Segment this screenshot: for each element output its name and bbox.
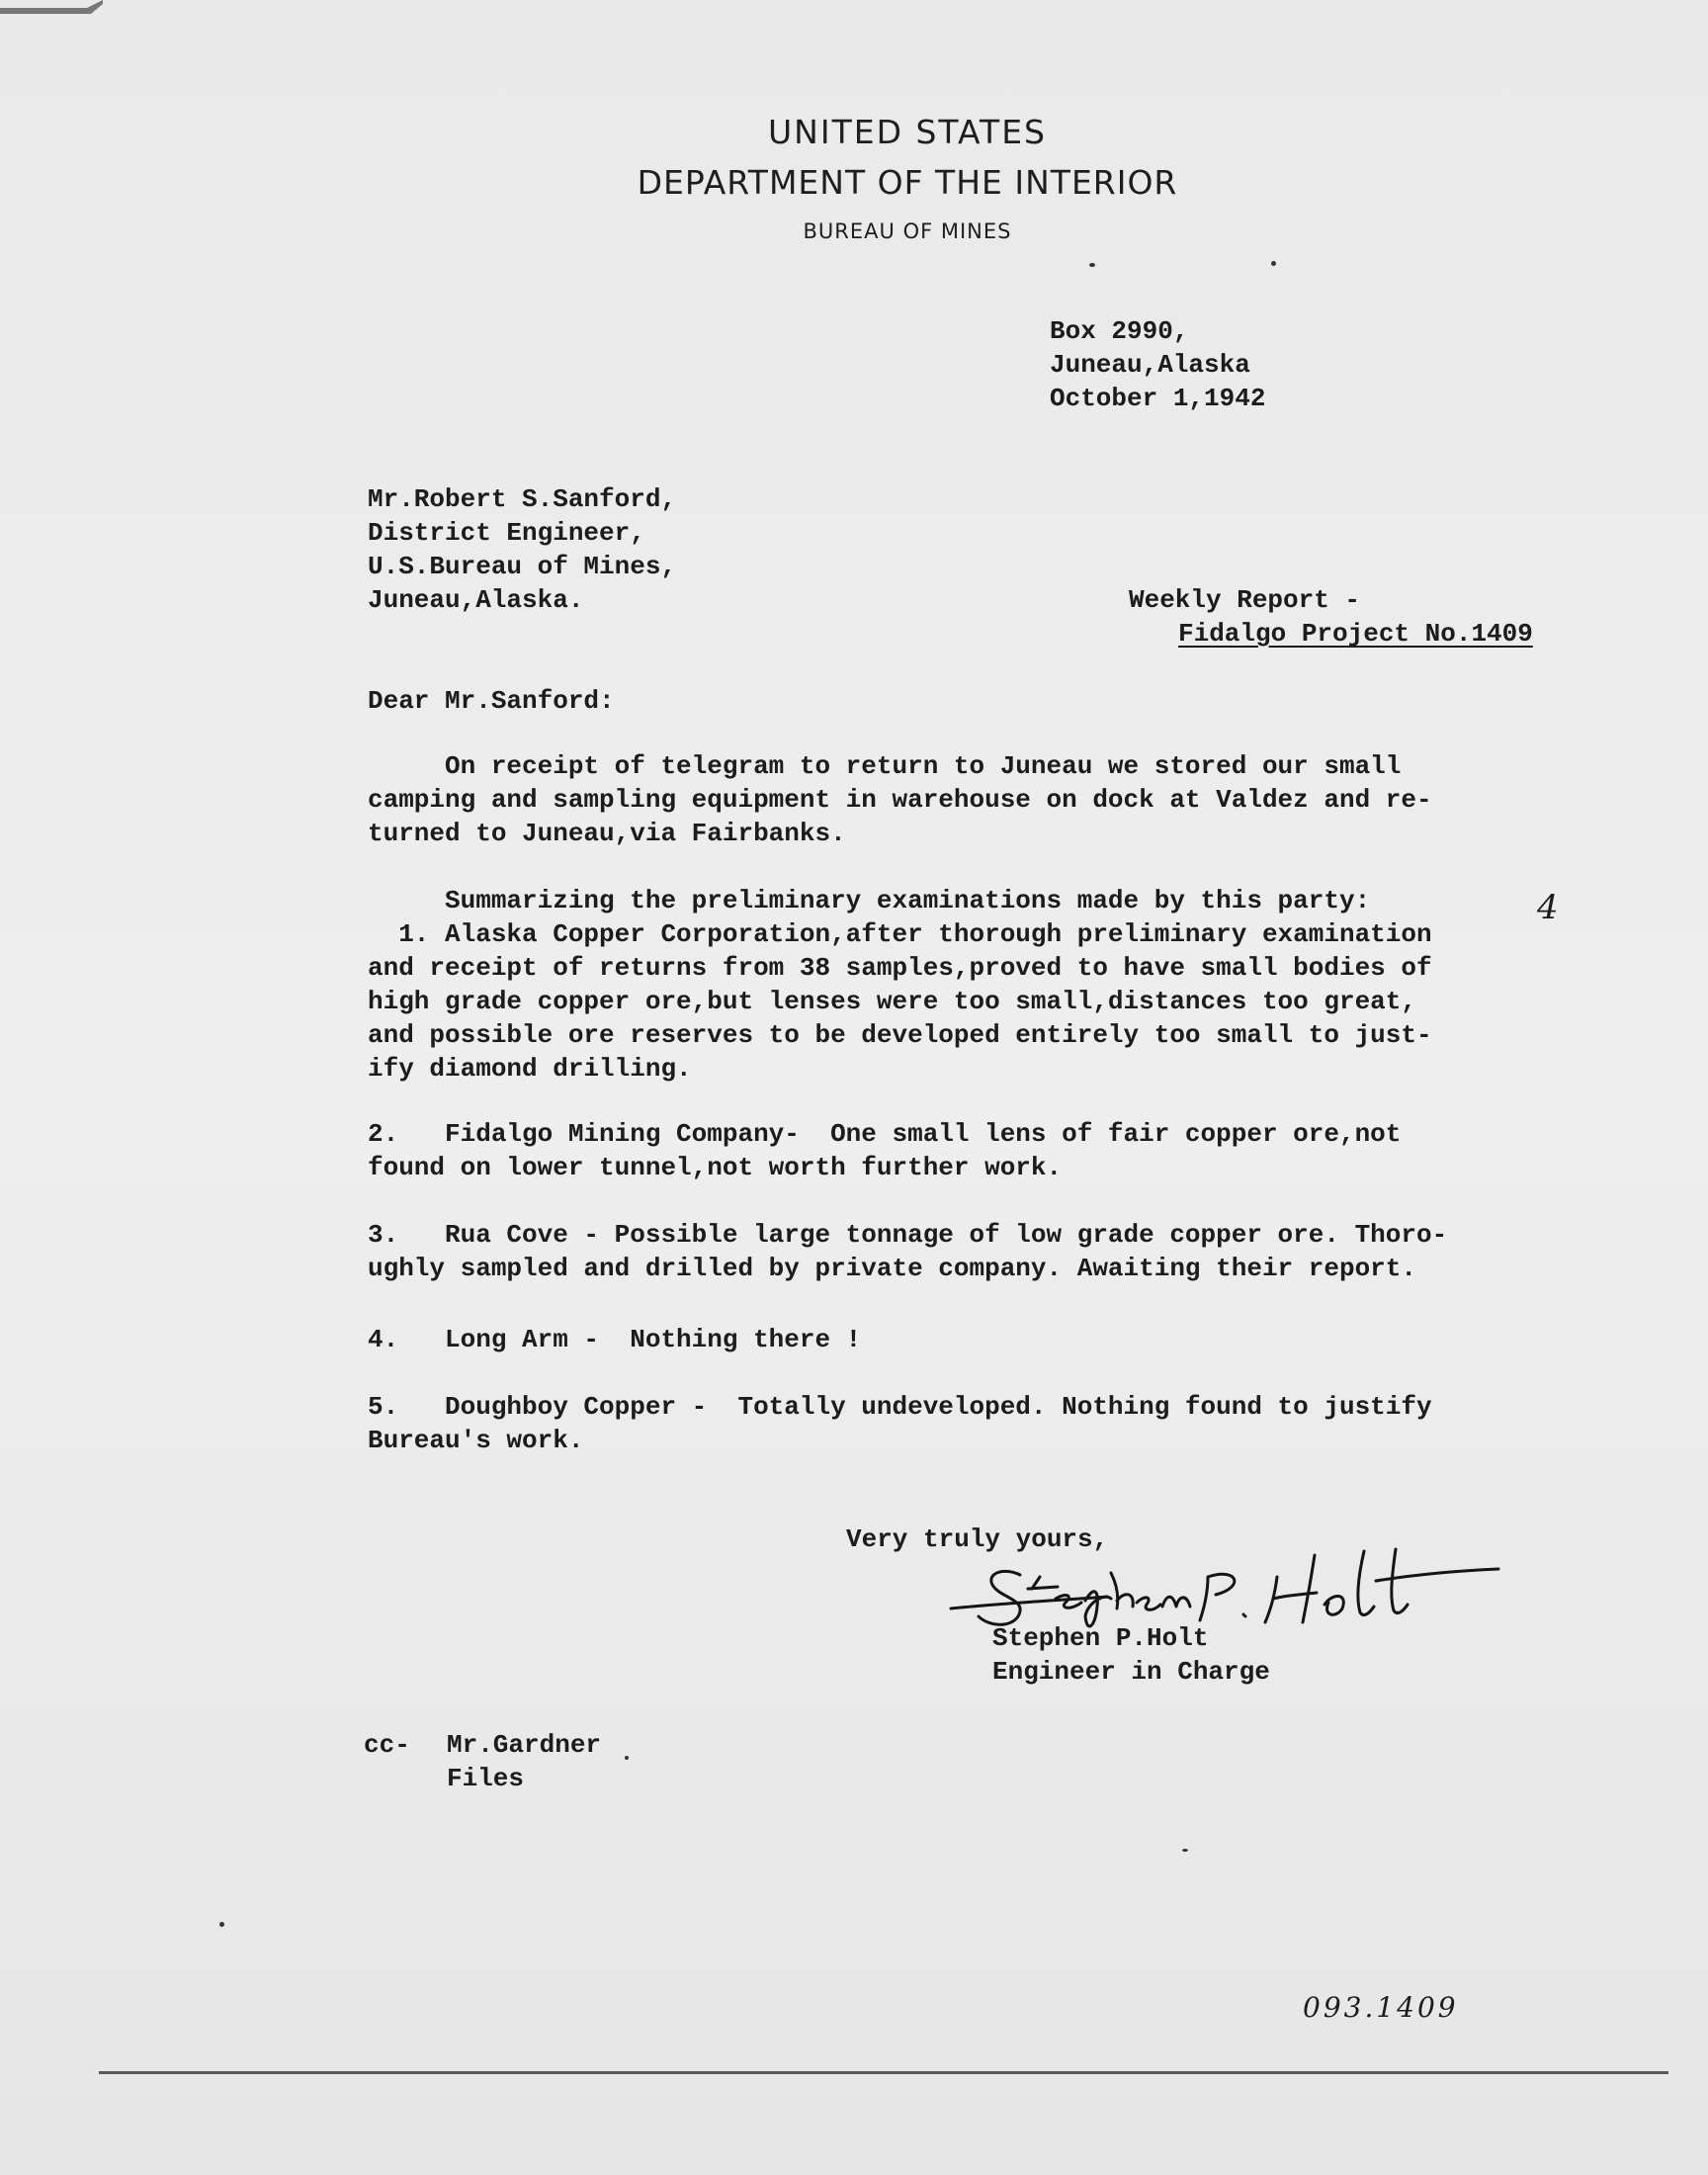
salutation: Dear Mr.Sanford: [368,686,615,716]
letterhead-line-1: UNITED STATES [768,113,1047,151]
recipient-organization: U.S.Bureau of Mines, [368,552,677,581]
scan-speck [1182,1849,1188,1852]
item4-line: 4. Long Arm - Nothing there ! [368,1325,862,1354]
item5-line: 5. Doughboy Copper - Totally undeveloped. Nothing found to justify [368,1392,1432,1422]
item2-line: 2. Fidalgo Mining Company- One small lens of fair copper ore,not [368,1119,1402,1149]
body-p1-line: On receipt of telegram to return to Juneau we stored our small [368,751,1402,781]
scan-speck [1271,261,1276,266]
letterhead-line-3: BUREAU OF MINES [803,219,1012,243]
page-bottom-edge [99,2071,1668,2074]
summary-intro: Summarizing the preliminary examinations made by this party: [368,886,1371,915]
signer-title: Engineer in Charge [992,1657,1270,1687]
item3-line: ughly sampled and drilled by private company. Awaiting their report. [368,1254,1416,1283]
file-number: 093.1409 [1303,1991,1459,2024]
subject-line-1: Weekly Report - [1129,585,1361,615]
cc-recipient: Mr.Gardner [447,1730,602,1760]
letterhead-line-2: DEPARTMENT OF THE INTERIOR [637,163,1178,202]
cc-files: Files [447,1764,525,1793]
item3-line: 3. Rua Cove - Possible large tonnage of low grade copper ore. Thoro- [368,1220,1448,1250]
corner-tab-mark [0,0,109,22]
sender-box: Box 2990, [1050,316,1189,346]
recipient-city: Juneau,Alaska. [368,585,584,615]
subject-project: Fidalgo Project No.1409 [1178,619,1533,649]
item5-line: Bureau's work. [368,1426,584,1455]
letter-date: October 1,1942 [1050,384,1266,413]
scan-speck [219,1922,224,1927]
closing: Very truly yours, [846,1524,1109,1554]
recipient-name: Mr.Robert S.Sanford, [368,484,677,514]
margin-mark: 4 [1537,888,1559,927]
scan-speck [625,1756,629,1760]
sender-city: Juneau,Alaska [1050,350,1250,380]
body-p1-line: camping and sampling equipment in warehouse on dock at Valdez and re- [368,785,1432,815]
signer-name: Stephen P.Holt [992,1623,1209,1653]
recipient-title: District Engineer, [368,518,645,548]
item1-line: and possible ore reserves to be developed entirely too small to just- [368,1020,1432,1050]
item1-line: 1. Alaska Copper Corporation,after thorough preliminary examination [368,919,1432,949]
item1-line: high grade copper ore,but lenses were too small,distances too great, [368,987,1416,1016]
cc-label: cc- [364,1730,410,1760]
scan-speck [1089,263,1095,267]
item1-line: ify diamond drilling. [368,1054,692,1084]
item1-line: and receipt of returns from 38 samples,proved to have small bodies of [368,953,1432,983]
item2-line: found on lower tunnel,not worth further work. [368,1153,1063,1182]
body-p1-line: turned to Juneau,via Fairbanks. [368,819,846,848]
